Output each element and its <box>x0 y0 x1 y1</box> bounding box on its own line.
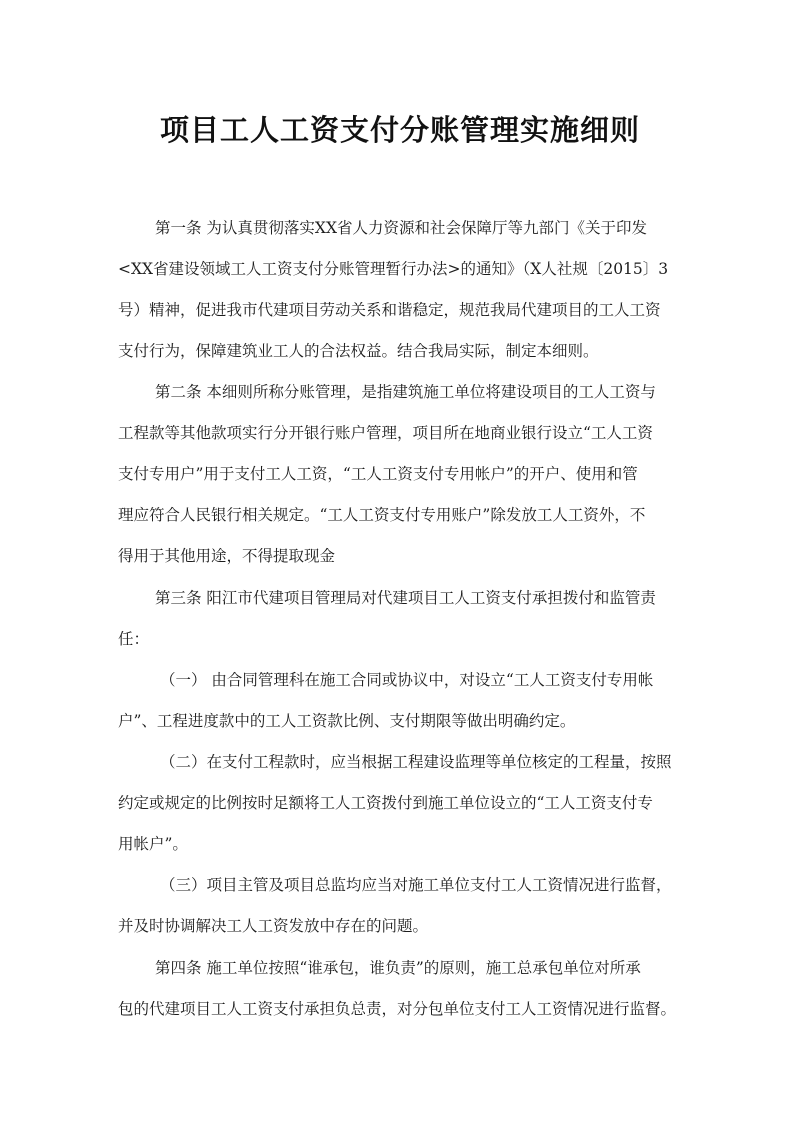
text-line: 第一条 为认真贯彻落实XX省人力资源和社会保障厅等九部门《关于印发 <box>155 219 647 237</box>
text-line: 工程款等其他款项实行分开银行账户管理，项目所在地商业银行设立“工人工资 <box>118 424 653 442</box>
text-line: （三）项目主管及项目总监均应当对施工单位支付工人工资情况进行监督， <box>160 876 672 894</box>
text-line: 得用于其他用途，不得提取现金 <box>118 547 336 565</box>
text-line: 理应符合人民银行相关规定。“工人工资支付专用账户”除发放工人工资外，不 <box>118 506 646 524</box>
text-line: <XX省建设领域工人工资支付分账管理暂行办法>的通知》（X人社规〔2015〕3 <box>118 260 669 278</box>
text-line: 用帐户”。 <box>118 835 188 853</box>
text-line: 支付专用户”用于支付工人工资，“工人工资支付专用帐户”的开户、使用和管 <box>118 465 638 483</box>
document-title: 项目工人工资支付分账管理实施细则 <box>159 113 640 147</box>
text-line: 户”、工程进度款中的工人工资款比例、支付期限等做出明确约定。 <box>118 712 576 730</box>
text-line: 约定或规定的比例按时足额将工人工资拨付到施工单位设立的“工人工资支付专 <box>118 794 653 812</box>
text-line: 包的代建项目工人工资支付承担负总责，对分包单位支付工人工资情况进行监督。 <box>118 1000 677 1018</box>
text-line: 支付行为，保障建筑业工人的合法权益。结合我局实际，制定本细则。 <box>118 342 599 360</box>
text-line: 任： <box>118 630 150 648</box>
text-line: 第二条 本细则所称分账管理，是指建筑施工单位将建设项目的工人工资与 <box>155 383 656 401</box>
text-line: 第四条 施工单位按照“谁承包，谁负责”的原则，施工总承包单位对所承 <box>155 959 641 977</box>
text-line: 并及时协调解决工人工资发放中存在的问题。 <box>118 917 429 935</box>
text-line: 号）精神，促进我市代建项目劳动关系和谐稳定，规范我局代建项目的工人工资 <box>118 301 661 319</box>
text-line: 第三条 阳江市代建项目管理局对代建项目工人工资支付承担拨付和监管责 <box>155 589 656 607</box>
text-line: （二）在支付工程款时，应当根据工程建设监理等单位核定的工程量，按照 <box>160 753 672 771</box>
text-line: （一） 由合同管理科在施工合同或协议中，对设立“工人工资支付专用帐 <box>160 671 654 689</box>
